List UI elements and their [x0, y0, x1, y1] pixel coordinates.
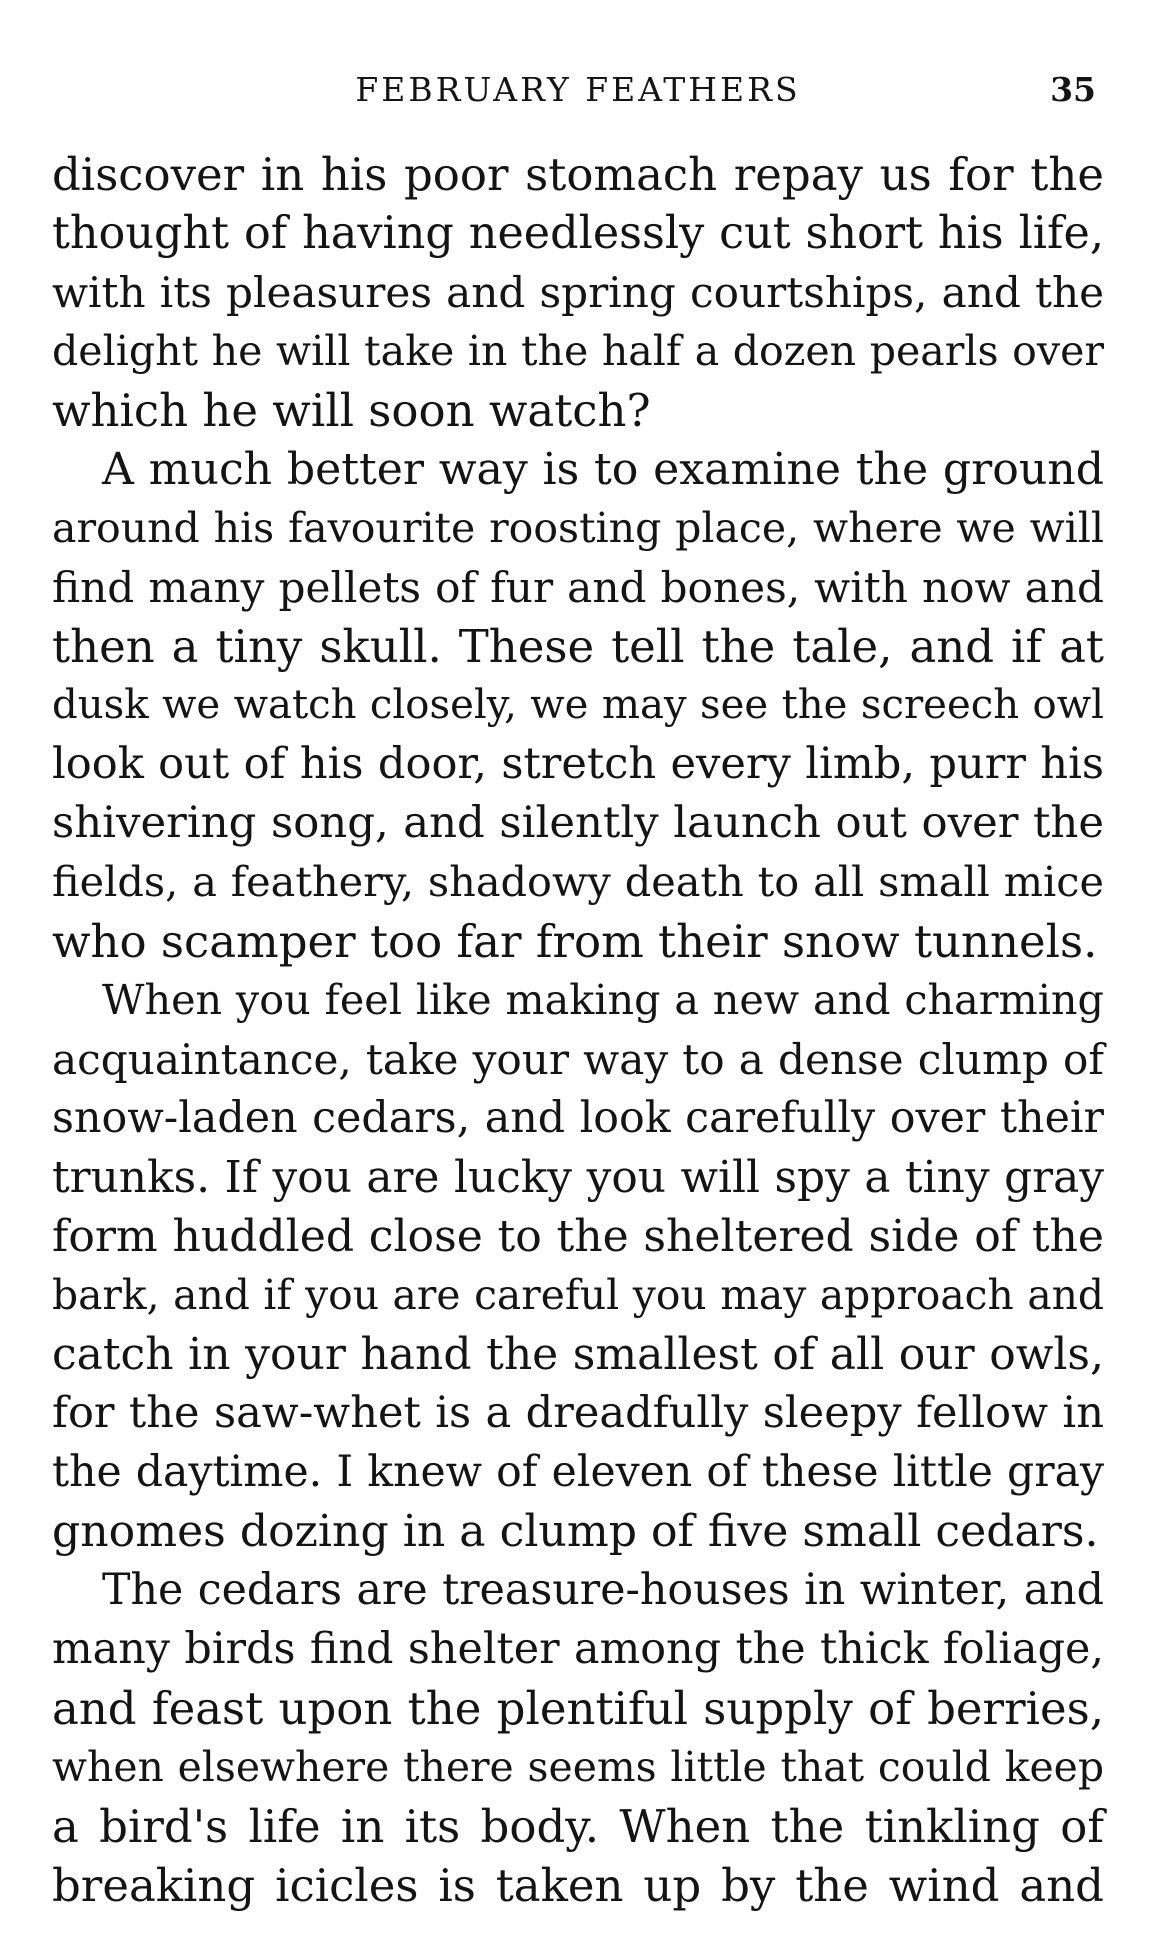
paragraph-first-line: When you feel like making a new and charming: [102, 976, 1104, 1024]
text-line: acquaintance, take your way to a dense clump of: [52, 1035, 1104, 1084]
text-line: delight he will take in the half a dozen pearls over: [52, 327, 1104, 375]
text-line: for the saw-whet is a dreadfully sleepy fellow in: [52, 1388, 1104, 1438]
text-line: find many pellets of fur and bones, with now and: [52, 563, 1104, 612]
text-line: snow-laden cedars, and look carefully over their: [52, 1093, 1104, 1143]
paragraph-first-line: A much better way is to examine the ground: [102, 444, 1104, 495]
page-number: 35: [1050, 70, 1096, 109]
text-line: fields, a feathery, shadowy death to all small mice: [52, 858, 1104, 906]
text-line: around his favourite roosting place, where we will: [52, 504, 1104, 552]
text-line: trunks. If you are lucky you will spy a tiny gray: [52, 1152, 1104, 1203]
text-line: bark, and if you are careful you may approach and: [52, 1271, 1104, 1319]
text-line: dusk we watch closely, we may see the screech owl: [52, 682, 1104, 728]
text-line: with its pleasures and spring courtships, and the: [52, 268, 1104, 317]
text-line: breaking icicles is taken up by the wind and: [52, 1859, 1104, 1912]
text-line: which he will soon watch?: [52, 384, 651, 437]
text-line: then a tiny skull. These tell the tale, and if at: [52, 620, 1104, 673]
text-line: catch in your hand the smallest of all our owls,: [52, 1329, 1104, 1380]
text-line: who scamper too far from their snow tunnels.: [52, 915, 1098, 968]
text-line: the daytime. I knew of eleven of these little gray: [52, 1448, 1104, 1497]
text-line: shivering song, and silently launch out over the: [52, 798, 1104, 848]
running-head: [52, 70, 1104, 114]
text-line: thought of having needlessly cut short his life,: [52, 208, 1104, 259]
text-line: discover in his poor stomach repay us for the: [52, 148, 1104, 201]
text-line: form huddled close to the sheltered side of the: [52, 1211, 1104, 1262]
paragraph-first-line: The cedars are treasure-houses in winter, and: [102, 1565, 1104, 1615]
body-text: [52, 145, 1104, 1915]
running-title: FEBRUARY FEATHERS: [355, 70, 801, 109]
text-line: gnomes dozing in a clump of five small cedars.: [52, 1506, 1099, 1557]
text-line: many birds find shelter among the thick foliage,: [52, 1624, 1104, 1674]
text-line: a bird's life in its body. When the tinkling of: [52, 1800, 1104, 1853]
text-line: when elsewhere there seems little that could keep: [52, 1743, 1104, 1791]
text-line: look out of his door, stretch every limb, purr his: [52, 739, 1104, 789]
text-line: and feast upon the plentiful supply of berries,: [52, 1682, 1104, 1735]
